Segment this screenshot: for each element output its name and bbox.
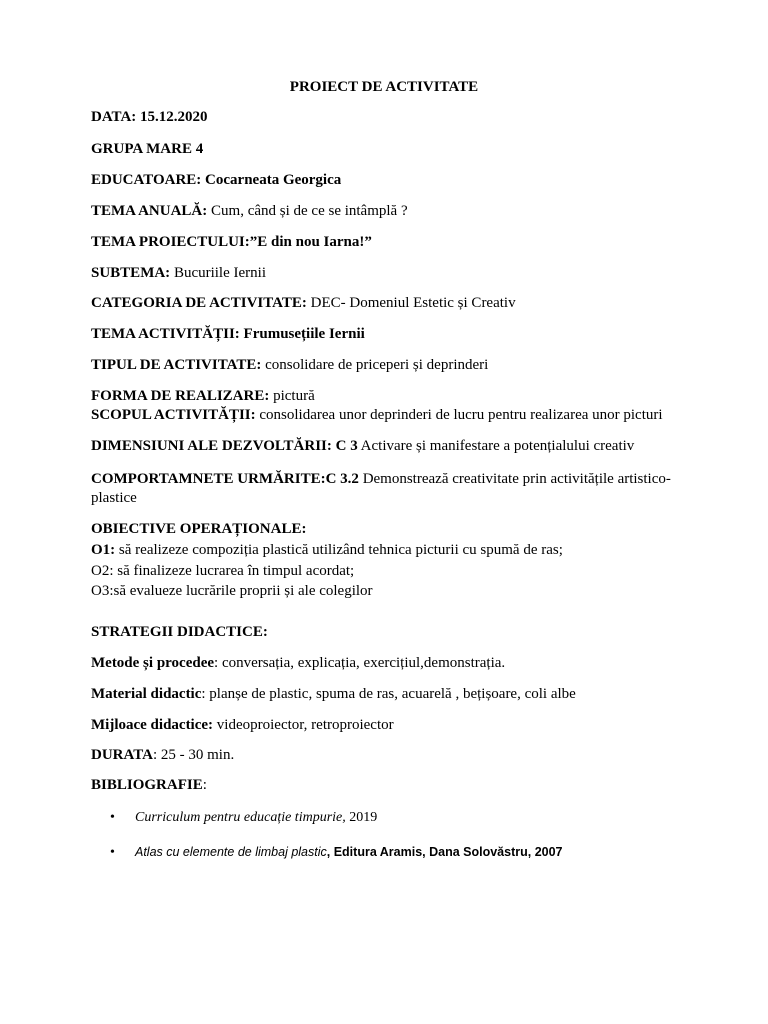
duration-label: DURATA — [91, 747, 153, 763]
educator-name: Cocarneata Georgica — [205, 172, 342, 188]
bibliography-item-2 — [110, 843, 563, 862]
material-label: Material didactic — [91, 686, 202, 702]
strategies-heading: STRATEGII DIDACTICE: — [91, 624, 268, 640]
educator-label: EDUCATOARE: — [91, 172, 202, 188]
form-label: FORMA DE REALIZARE: — [91, 388, 270, 404]
behaviors-line — [91, 470, 671, 488]
methods-label: Metode și procedee — [91, 655, 215, 671]
educator-line — [91, 171, 341, 189]
activity-type-value: consolidare de priceperi și deprinderi — [265, 357, 489, 373]
subtheme-value: Bucuriile Iernii — [173, 265, 266, 281]
bibliography-item-1 — [110, 809, 377, 827]
duration-value: : 25 - 30 min. — [152, 747, 235, 763]
objectives-heading: OBIECTIVE OPERAȚIONALE: — [91, 521, 307, 537]
bibliography-heading — [91, 776, 207, 794]
objective-o2: O2: să finalizeze lucrarea în timpul acordat; — [91, 563, 355, 579]
activity-type-label: TIPUL DE ACTIVITATE: — [91, 357, 262, 373]
methods-value: : conversația, explicația, exercițiul,demonstrația. — [214, 655, 506, 671]
bibliography-item-2-title: Atlas cu elemente de limbaj plastic — [135, 845, 327, 859]
bibliography-colon: : — [202, 777, 207, 793]
activity-theme-line — [91, 325, 365, 343]
means-label: Mijloace didactice: — [91, 717, 214, 733]
dimensions-label: DIMENSIUNI ALE DEZVOLTĂRII: — [91, 438, 332, 454]
objective-o1 — [91, 541, 563, 559]
objective-o1-text: să realizeze compoziția plastică utilizând tehnica picturii cu spumă de ras; — [118, 542, 563, 558]
dimensions-value: Activare și manifestare a potențialului creativ — [360, 438, 635, 454]
objective-o1-code: O1: — [91, 542, 116, 558]
subtheme-label: SUBTEMA: — [91, 265, 171, 281]
group-line: GRUPA MARE 4 — [91, 141, 204, 157]
bullet-icon: • — [110, 845, 115, 860]
activity-type-line — [91, 356, 488, 374]
material-value: : planșe de plastic, spuma de ras, acuarelă , bețișoare, coli albe — [201, 686, 576, 702]
bibliography-item-1-year: 2019 — [345, 810, 378, 825]
form-value: pictură — [273, 388, 315, 404]
means-line — [91, 716, 394, 734]
category-value: DEC- Domeniul Estetic și Creativ — [310, 295, 516, 311]
duration-line — [91, 746, 234, 764]
document-title: PROIECT DE ACTIVITATE — [289, 79, 479, 95]
behaviors-label: COMPORTAMNETE URMĂRITE:C 3.2 — [91, 471, 359, 487]
behaviors-value: Demonstrează creativitate prin activitățile artistico- — [362, 471, 671, 487]
dimensions-line — [91, 437, 634, 455]
behaviors-continuation: plastice — [91, 490, 137, 506]
activity-theme-label: TEMA ACTIVITĂȚII: — [91, 326, 240, 342]
bibliography-label: BIBLIOGRAFIE — [91, 777, 203, 793]
material-line — [91, 685, 576, 703]
annual-theme-line — [91, 202, 408, 220]
bibliography-item-1-title: Curriculum pentru educație timpurie, — [135, 810, 346, 825]
annual-theme-value: Cum, când și de ce se intâmplă ? — [211, 203, 408, 219]
bibliography-item-2-publisher: , Editura Aramis, Dana Solovăstru, 2007 — [326, 845, 563, 859]
activity-theme-value: Frumusețiile Iernii — [243, 326, 365, 342]
purpose-line — [91, 406, 663, 424]
means-value: videoproiector, retroproiector — [216, 717, 394, 733]
subtheme-line — [91, 264, 266, 282]
category-label: CATEGORIA DE ACTIVITATE: — [91, 295, 307, 311]
purpose-label: SCOPUL ACTIVITĂȚII: — [91, 407, 256, 423]
date-line: DATA: 15.12.2020 — [91, 109, 208, 125]
objective-o3: O3:să evalueze lucrările proprii și ale colegilor — [91, 583, 373, 599]
annual-theme-label: TEMA ANUALĂ: — [91, 203, 208, 219]
bullet-icon: • — [110, 810, 115, 825]
form-line — [91, 387, 315, 405]
methods-line — [91, 654, 505, 672]
category-line — [91, 294, 516, 312]
purpose-value: consolidarea unor deprinderi de lucru pentru realizarea unor picturi — [259, 407, 663, 423]
project-theme-line: TEMA PROIECTULUI:”E din nou Iarna!” — [91, 234, 372, 250]
dimensions-code: C 3 — [335, 438, 358, 454]
